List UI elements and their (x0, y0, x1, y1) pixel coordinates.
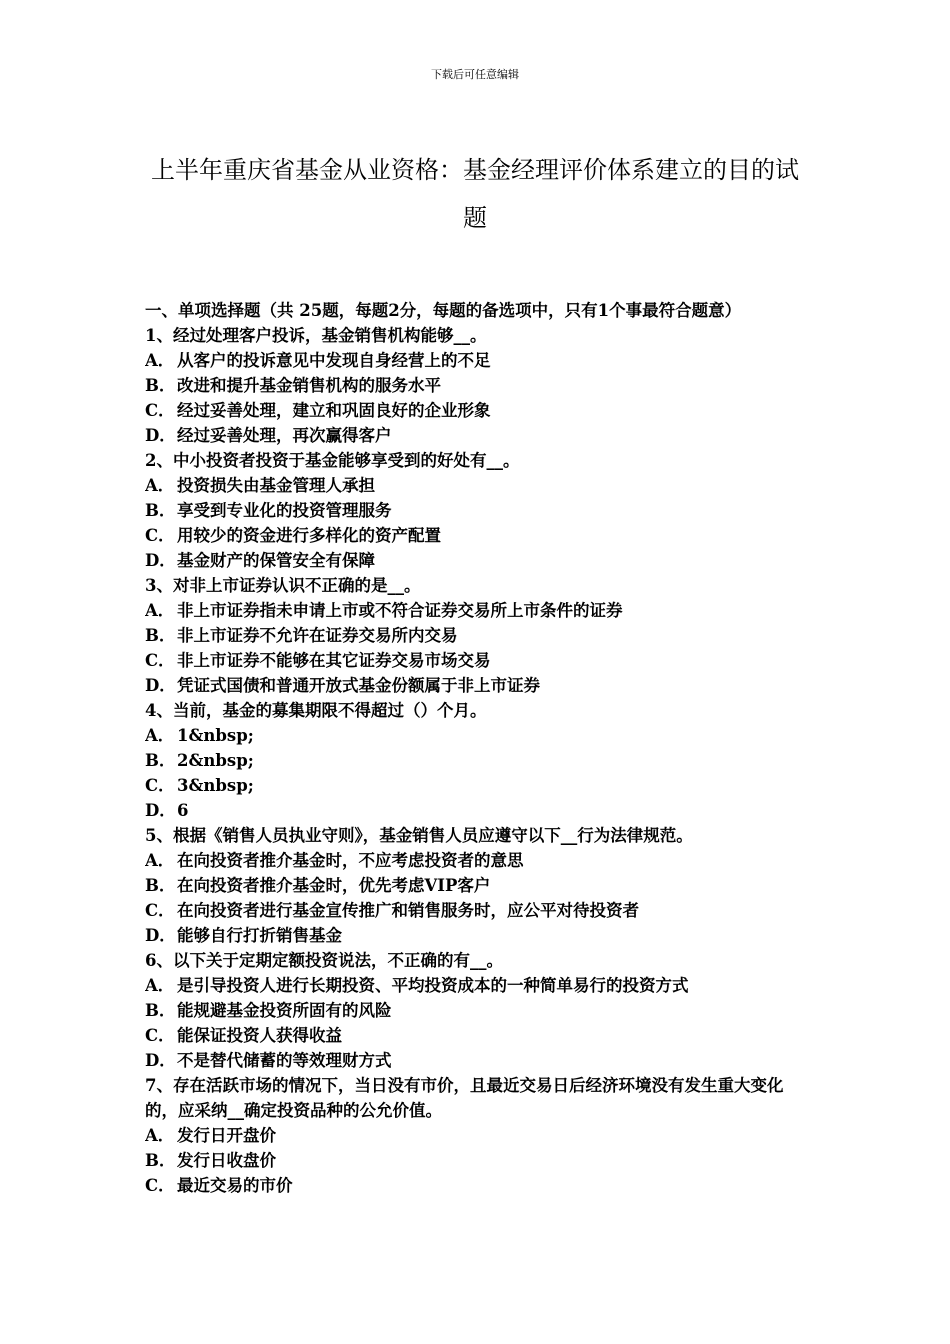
option-letter: D． (145, 551, 176, 570)
option (145, 798, 810, 823)
option-text: 最近交易的市价 (177, 1176, 293, 1195)
option (145, 523, 810, 548)
option-text: 非上市证券不能够在其它证券交易市场交易 (177, 651, 491, 670)
question-stem: 3、对非上市证券认识不正确的是__。 (145, 576, 421, 595)
option (145, 1148, 810, 1173)
option (145, 873, 810, 898)
option-letter: B． (145, 876, 176, 895)
option-text: 是引导投资人进行长期投资、平均投资成本的一种简单易行的投资方式 (177, 976, 689, 995)
option-text: 非上市证券不允许在证券交易所内交易 (177, 626, 458, 645)
option (145, 848, 810, 873)
option (145, 923, 810, 948)
option-letter: A． (145, 601, 175, 620)
option-text: 发行日开盘价 (177, 1126, 276, 1145)
option-letter: D． (145, 426, 176, 445)
option-letter: B． (145, 751, 176, 770)
option-text: 6 (177, 801, 189, 820)
option-text: 1&nbsp; (177, 726, 254, 745)
option-text: 不是替代储蓄的等效理财方式 (177, 1051, 392, 1070)
option (145, 898, 810, 923)
option-text: 改进和提升基金销售机构的服务水平 (177, 376, 441, 395)
option-letter: C． (145, 901, 175, 920)
option (145, 723, 810, 748)
option-text: 发行日收盘价 (177, 1151, 276, 1170)
option (145, 548, 810, 573)
option-letter: C． (145, 776, 175, 795)
option-letter: A． (145, 726, 175, 745)
option-text: 享受到专业化的投资管理服务 (177, 501, 392, 520)
option-letter: A． (145, 851, 175, 870)
option-letter: B． (145, 626, 176, 645)
question-stem: 7、存在活跃市场的情况下，当日没有市价，且最近交易日后经济环境没有发生重大变化的，应采纳__确定投资品种的公允价值。 (145, 1076, 784, 1120)
option-letter: D． (145, 926, 176, 945)
option-text: 投资损失由基金管理人承担 (177, 476, 375, 495)
option (145, 623, 810, 648)
option-letter: C． (145, 401, 175, 420)
option-text: 非上市证券指未申请上市或不符合证券交易所上市条件的证券 (177, 601, 623, 620)
option (145, 1023, 810, 1048)
option (145, 673, 810, 698)
question-stem: 2、中小投资者投资于基金能够享受到的好处有__。 (145, 451, 520, 470)
option (145, 423, 810, 448)
section-heading: 一、单项选择题（共 25题，每题2分，每题的备选项中，只有1个事最符合题意） (145, 301, 742, 320)
option-letter: C． (145, 1176, 175, 1195)
option-text: 能够自行打折销售基金 (177, 926, 342, 945)
option (145, 598, 810, 623)
option-text: 3&nbsp; (177, 776, 254, 795)
option-letter: D． (145, 801, 176, 820)
question-stem: 4、当前，基金的募集期限不得超过（）个月。 (145, 701, 487, 720)
option-letter: B． (145, 1001, 176, 1020)
option-text: 在向投资者推介基金时，不应考虑投资者的意思 (177, 851, 524, 870)
option (145, 498, 810, 523)
option-text: 能规避基金投资所固有的风险 (177, 1001, 392, 1020)
option-text: 凭证式国债和普通开放式基金份额属于非上市证券 (177, 676, 540, 695)
question-stem: 5、根据《销售人员执业守则》，基金销售人员应遵守以下__行为法律规范。 (145, 826, 693, 845)
option-text: 经过妥善处理，建立和巩固良好的企业形象 (177, 401, 491, 420)
option (145, 373, 810, 398)
option-letter: A． (145, 976, 175, 995)
option-letter: B． (145, 1151, 176, 1170)
option (145, 1123, 810, 1148)
option-letter: A． (145, 1126, 175, 1145)
option (145, 648, 810, 673)
option-text: 经过妥善处理，再次赢得客户 (177, 426, 392, 445)
document-title: 上半年重庆省基金从业资格：基金经理评价体系建立的目的试题 (151, 156, 799, 232)
option (145, 348, 810, 373)
option-text: 2&nbsp; (177, 751, 254, 770)
option (145, 1048, 810, 1073)
option-letter: C． (145, 526, 175, 545)
question-stem: 6、以下关于定期定额投资说法，不正确的有__。 (145, 951, 503, 970)
option-text: 从客户的投诉意见中发现自身经营上的不足 (177, 351, 491, 370)
option-letter: C． (145, 1026, 175, 1045)
option (145, 398, 810, 423)
question-stem: 1、经过处理客户投诉，基金销售机构能够__。 (145, 326, 487, 345)
header-note: 下载后可任意编辑 (431, 68, 519, 81)
option (145, 773, 810, 798)
option-letter: C． (145, 651, 175, 670)
option-letter: A． (145, 351, 175, 370)
option-letter: D． (145, 1051, 176, 1070)
option-letter: B． (145, 376, 176, 395)
question-body (145, 298, 810, 1198)
option-text: 能保证投资人获得收益 (177, 1026, 342, 1045)
option (145, 473, 810, 498)
option-text: 在向投资者推介基金时，优先考虑VIP客户 (177, 876, 491, 895)
option-letter: A． (145, 476, 175, 495)
option (145, 973, 810, 998)
option (145, 748, 810, 773)
option-text: 用较少的资金进行多样化的资产配置 (177, 526, 441, 545)
option (145, 998, 810, 1023)
option (145, 1173, 810, 1198)
option-letter: D． (145, 676, 176, 695)
option-letter: B． (145, 501, 176, 520)
option-text: 基金财产的保管安全有保障 (177, 551, 375, 570)
option-text: 在向投资者进行基金宣传推广和销售服务时，应公平对待投资者 (177, 901, 639, 920)
